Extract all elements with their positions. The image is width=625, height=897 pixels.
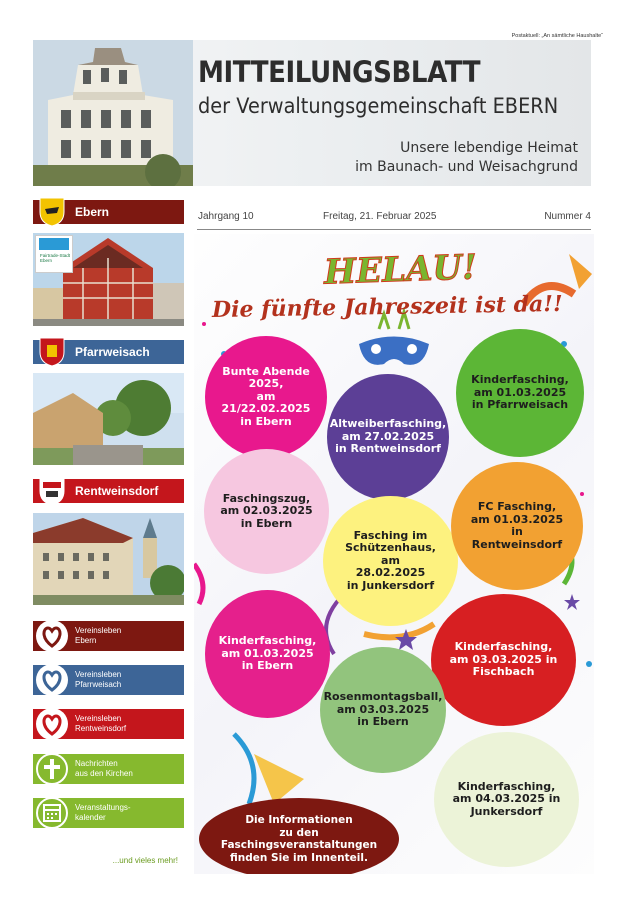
vereinsleben-pfarrweisach-button[interactable]: [33, 665, 184, 695]
event-bubble: [320, 647, 446, 773]
event-bubble: [323, 496, 458, 626]
pfarrweisach-photo: [33, 373, 184, 465]
event-line: Kinderfasching,: [471, 373, 569, 387]
ebern-photo: [33, 233, 184, 326]
event-line: in Ebern: [241, 659, 294, 673]
rentweinsdorf-crest-icon: [37, 474, 67, 507]
event-bubble: [434, 732, 579, 867]
event-bubble: [205, 590, 330, 718]
info-line: Die Informationen: [245, 814, 353, 826]
masthead: [33, 40, 591, 186]
event-bubble: [456, 329, 584, 457]
event-line: Kinderfasching,: [457, 779, 556, 793]
kirchen-nachrichten-button[interactable]: [33, 754, 184, 784]
event-line: am 04.03.2025 in: [452, 792, 561, 806]
calendar-icon: [35, 795, 69, 831]
event-line: Junkersdorf: [470, 804, 543, 818]
rentweinsdorf-photo: [33, 513, 184, 605]
button-label-line2: Ebern: [75, 636, 97, 645]
veranstaltungskalender-button[interactable]: [33, 798, 184, 828]
event-line: Kinderfasching,: [454, 640, 553, 654]
event-bubble: [451, 462, 583, 590]
event-line: Kinderfasching,: [218, 634, 317, 648]
event-line: 28.02.2025: [355, 566, 426, 580]
issue-date: Freitag, 21. Februar 2025: [323, 211, 437, 222]
vereinsleben-ebern-button[interactable]: [33, 621, 184, 651]
button-label-line2: aus den Kirchen: [75, 769, 133, 778]
event-bubble: [205, 336, 327, 458]
sidebar-item-ebern[interactable]: [33, 200, 184, 224]
event-line: FC Fasching,: [477, 500, 557, 513]
divider: [197, 229, 591, 230]
event-line: am 03.03.2025 in: [449, 652, 558, 666]
info-line: zu den: [279, 826, 319, 839]
event-line: am 01.03.2025: [473, 385, 567, 399]
event-line: Faschingszug,: [222, 491, 311, 505]
event-line: am 01.03.2025: [470, 512, 564, 526]
info-line: finden Sie im Innenteil.: [230, 851, 368, 864]
postal-note: Postaktuell: „An sämtliche Haushalte“: [511, 33, 603, 39]
poster-subheadline: Die fünfte Jahreszeit ist da!!: [211, 290, 563, 324]
event-bubble: [204, 449, 329, 574]
event-line: am 21/22.02.2025: [221, 389, 311, 416]
event-line: Rosenmontagsball,: [323, 690, 443, 704]
issue-number: Nummer 4: [544, 211, 591, 222]
button-label-line2: Pfarrweisach: [75, 680, 122, 689]
button-label-line2: Rentweinsdorf: [75, 724, 127, 733]
event-line: in Ebern: [357, 715, 409, 729]
pfarrweisach-crest-icon: [37, 335, 67, 368]
fairtrade-badge: [35, 235, 73, 273]
tagline-line2: im Baunach- und Weisachgrund: [355, 159, 578, 175]
sidebar-item-rentweinsdorf[interactable]: [33, 479, 184, 503]
event-line: am 01.03.2025: [221, 646, 314, 660]
ebern-crest-icon: [37, 195, 67, 228]
event-line: Schützenhaus, am: [345, 541, 436, 567]
event-line: in Junkersdorf: [346, 578, 435, 592]
info-note: [199, 798, 399, 874]
event-line: am 03.03.2025: [336, 702, 430, 716]
masthead-title: MITTEILUNGSBLATT: [198, 55, 481, 89]
button-label-line1: Vereinsleben: [75, 670, 122, 679]
button-label-line1: Vereinsleben: [75, 626, 122, 635]
button-label-line2: kalender: [75, 813, 106, 822]
masthead-subtitle: der Verwaltungsgemeinschaft EBERN: [198, 94, 559, 118]
button-label-line1: Vereinsleben: [75, 714, 122, 723]
issue-volume: Jahrgang 10: [198, 211, 254, 222]
tagline-line1: Unsere lebendige Heimat: [400, 140, 578, 156]
event-line: 2025,: [248, 377, 284, 391]
button-label-line1: Veranstaltungs-: [75, 803, 131, 812]
sidebar-item-label: Pfarrweisach: [75, 345, 150, 359]
event-line: Bunte Abende: [222, 364, 310, 378]
event-line: Altweiberfasching,: [329, 417, 447, 431]
sidebar-item-pfarrweisach[interactable]: [33, 340, 184, 364]
event-line: Fasching im: [353, 528, 428, 542]
heart-people-icon: [35, 662, 69, 698]
more-link[interactable]: ...und vieles mehr!: [112, 856, 178, 865]
event-bubble: [431, 594, 576, 726]
heart-people-icon: [35, 618, 69, 654]
cross-icon: [35, 751, 69, 787]
heart-people-icon: [35, 706, 69, 742]
event-line: in Ebern: [240, 516, 293, 530]
button-label-line1: Nachrichten: [75, 759, 118, 768]
event-line: in Ebern: [240, 414, 292, 428]
town-hall-photo: [33, 40, 193, 186]
carnival-poster: [194, 234, 594, 874]
event-line: in Pfarrweisach: [471, 398, 569, 412]
fairtrade-badge-label: Fairtrade-Stadt Ebern: [40, 253, 71, 263]
sidebar-item-label: Ebern: [75, 205, 110, 219]
poster-headline: HELAU!: [323, 247, 478, 293]
event-line: am 02.03.2025: [220, 504, 313, 518]
vereinsleben-rentweinsdorf-button[interactable]: [33, 709, 184, 739]
event-line: Fischbach: [472, 665, 535, 679]
event-line: in Rentweinsdorf: [471, 525, 563, 551]
event-line: in Rentweinsdorf: [335, 442, 441, 456]
event-bubble: [327, 374, 449, 500]
event-line: am 27.02.2025: [341, 429, 435, 443]
sidebar-item-label: Rentweinsdorf: [75, 484, 159, 498]
info-line: Faschingsveranstaltungen: [220, 839, 378, 851]
